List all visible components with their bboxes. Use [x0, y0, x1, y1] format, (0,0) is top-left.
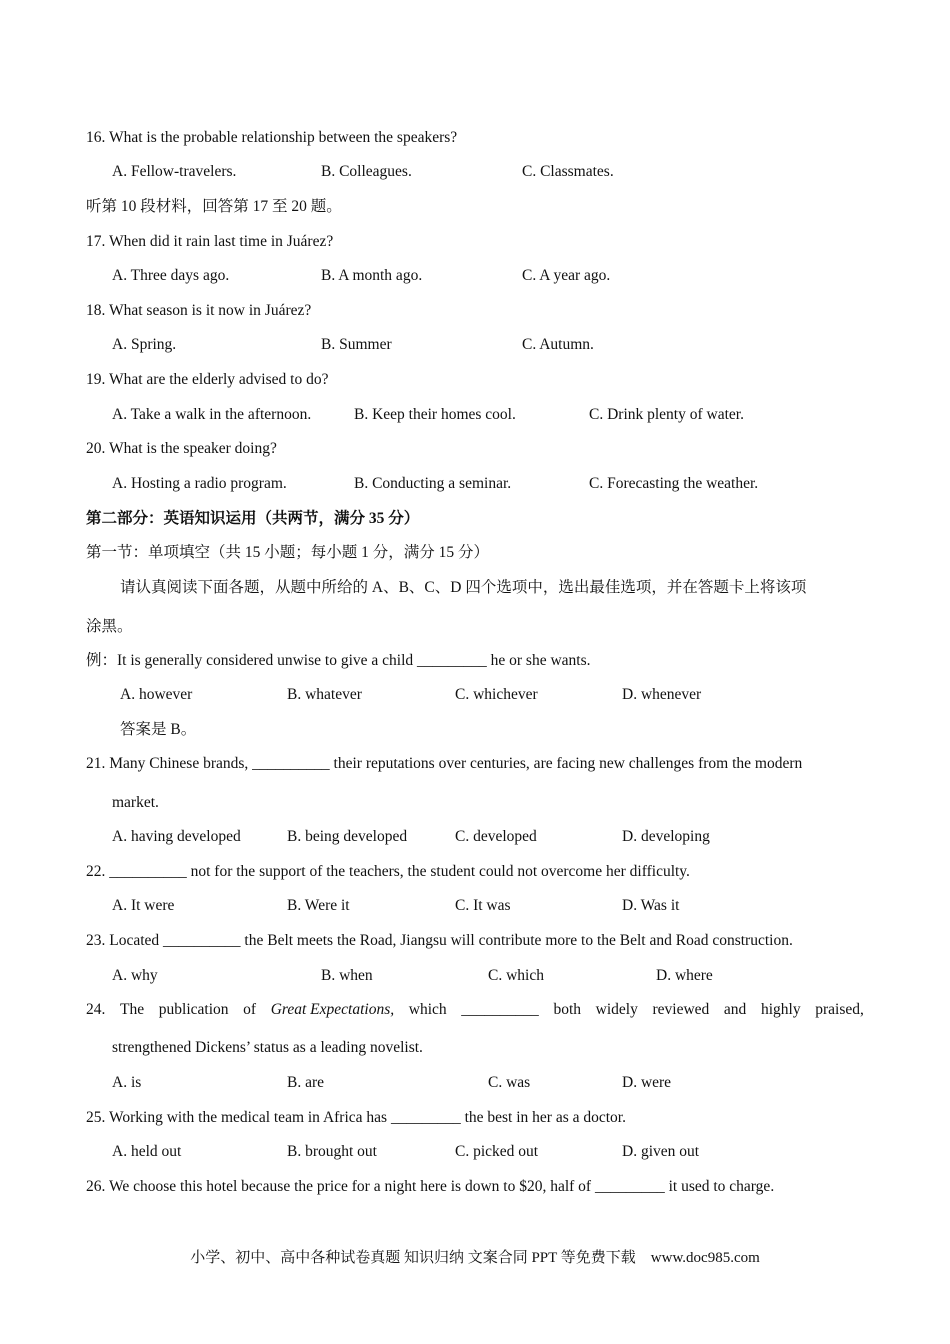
q18-option-a: A. Spring. — [112, 336, 177, 353]
section-1-heading: 第一节：单项填空（共 15 小题；每小题 1 分，满分 15 分） — [86, 544, 490, 561]
part-2-heading: 第二部分：英语知识运用（共两节，满分 35 分） — [86, 510, 420, 527]
q24-stem-line-1 — [86, 1000, 864, 1020]
q25-stem: 25. Working with the medical team in Africa has _________ the best in her as a doctor. — [86, 1109, 626, 1126]
q24-word: both — [553, 1001, 581, 1018]
q24-word: The — [120, 1001, 145, 1018]
q24-option-b: B. are — [287, 1074, 325, 1091]
q17-stem: 17. When did it rain last time in Juárez? — [86, 233, 334, 250]
q21-option-d: D. developing — [622, 828, 710, 845]
q24-word: which — [408, 1001, 447, 1018]
section-10-heading: 听第 10 段材料，回答第 17 至 20 题。 — [86, 198, 342, 215]
q24-book-title: Great Expectations, — [270, 1001, 395, 1018]
q24-word: of — [243, 1001, 257, 1018]
q19-option-a: A. Take a walk in the afternoon. — [112, 406, 312, 423]
q26-stem: 26. We choose this hotel because the price for a night here is down to $20, half of _________ it used to charge. — [86, 1178, 775, 1195]
example-stem: 例：It is generally considered unwise to give a child _________ he or she wants. — [86, 652, 591, 669]
q22-stem: 22. __________ not for the support of the teachers, the student could not overcome her difficulty. — [86, 863, 690, 880]
q24-word: and — [723, 1001, 747, 1018]
q17-option-b: B. A month ago. — [321, 267, 423, 284]
q20-option-c: C. Forecasting the weather. — [589, 475, 759, 492]
q19-stem: 19. What are the elderly advised to do? — [86, 371, 329, 388]
q16-stem: 16. What is the probable relationship between the speakers? — [86, 129, 458, 146]
q21-option-a: A. having developed — [112, 828, 241, 845]
q16-option-b: B. Colleagues. — [321, 163, 412, 180]
q16-option-c: C. Classmates. — [522, 163, 614, 180]
q19-option-b: B. Keep their homes cool. — [354, 406, 516, 423]
q21-stem-line-2: market. — [112, 794, 159, 811]
q16-option-a: A. Fellow-travelers. — [112, 163, 237, 180]
q18-option-c: C. Autumn. — [522, 336, 594, 353]
q20-stem: 20. What is the speaker doing? — [86, 440, 277, 457]
q20-option-a: A. Hosting a radio program. — [112, 475, 287, 492]
example-option-d: D. whenever — [622, 686, 702, 703]
q25-option-b: B. brought out — [287, 1143, 377, 1160]
q25-option-c: C. picked out — [455, 1143, 539, 1160]
q23-option-a: A. why — [112, 967, 158, 984]
q22-option-b: B. Were it — [287, 897, 350, 914]
instruction-line-2: 涂黑。 — [86, 618, 133, 635]
q18-stem: 18. What season is it now in Juárez? — [86, 302, 312, 319]
q22-option-c: C. It was — [455, 897, 511, 914]
q24-option-d: D. were — [622, 1074, 672, 1091]
q18-option-b: B. Summer — [321, 336, 392, 353]
q24-option-c: C. was — [488, 1074, 531, 1091]
q23-option-d: D. where — [656, 967, 713, 984]
q21-option-c: C. developed — [455, 828, 537, 845]
q24-option-a: A. is — [112, 1074, 142, 1091]
q25-option-d: D. given out — [622, 1143, 700, 1160]
q24-stem-line-2: strengthened Dickens’ status as a leading novelist. — [112, 1039, 423, 1056]
q23-option-c: C. which — [488, 967, 544, 984]
q24-word: 24. — [86, 1001, 106, 1018]
q24-word: widely — [595, 1001, 638, 1018]
q23-stem: 23. Located __________ the Belt meets the Road, Jiangsu will contribute more to the Belt and Road construction. — [86, 932, 793, 949]
example-option-a: A. however — [120, 686, 193, 703]
example-option-c: C. whichever — [455, 686, 538, 703]
q25-option-a: A. held out — [112, 1143, 182, 1160]
q24-blank: __________ — [461, 1001, 539, 1018]
example-answer: 答案是 B。 — [120, 721, 197, 738]
instruction-line-1: 请认真阅读下面各题，从题中所给的 A、B、C、D 四个选项中，选出最佳选项，并在答题卡上将该项 — [120, 579, 807, 596]
q22-option-a: A. It were — [112, 897, 175, 914]
q19-option-c: C. Drink plenty of water. — [589, 406, 744, 423]
q23-option-b: B. when — [321, 967, 373, 984]
q24-word: praised, — [815, 1001, 864, 1018]
q24-word: reviewed — [652, 1001, 710, 1018]
q24-word: highly — [760, 1001, 801, 1018]
q17-option-a: A. Three days ago. — [112, 267, 230, 284]
q21-option-b: B. being developed — [287, 828, 408, 845]
page-footer: 小学、初中、高中各种试卷真题 知识归纳 文案合同 PPT 等免费下载 www.doc985.com — [190, 1250, 760, 1266]
q21-stem-line-1: 21. Many Chinese brands, __________ their reputations over centuries, are facing new challenges from the modern — [86, 755, 803, 772]
q24-word: publication — [158, 1001, 229, 1018]
q17-option-c: C. A year ago. — [522, 267, 611, 284]
example-option-b: B. whatever — [287, 686, 362, 703]
q20-option-b: B. Conducting a seminar. — [354, 475, 512, 492]
q22-option-d: D. Was it — [622, 897, 680, 914]
